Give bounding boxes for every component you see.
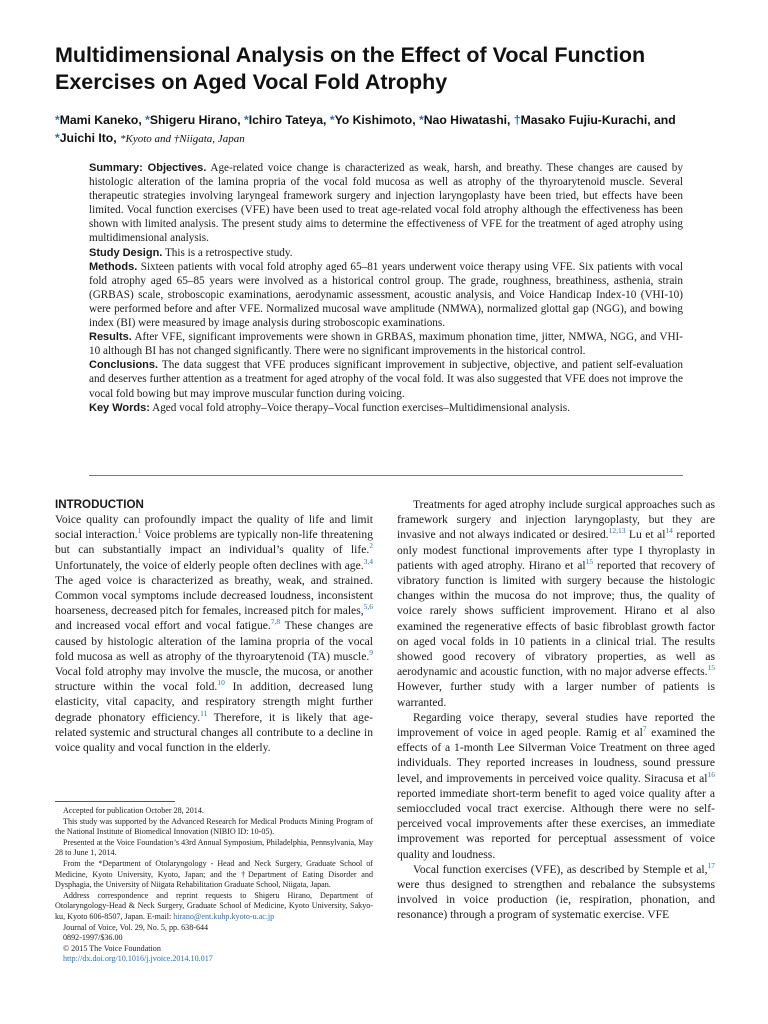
introduction-heading: INTRODUCTION [55,498,144,511]
reference-link[interactable]: 5,6 [363,602,373,612]
abstract-methods [89,260,683,330]
footnote-affiliations: From the *Department of Otolaryngology - Head and Neck Surgery, Graduate School of Medicine, Kyoto University, Kyoto, Japan; and the †Department of Eating Disorder and Dysphagia, the University of Niigata Rehabilitation Graduate School, Niigata, Japan. [55,858,373,890]
reference-link[interactable]: 2 [369,541,373,551]
reference-link[interactable]: 17 [707,861,715,871]
body-text: Voice quality can profoundly impact the quality of life and limit social interaction. [55,513,373,542]
author-name: Shigeru Hirano [149,113,238,127]
body-text: Unfortunately, the voice of elderly people often declines with age. [55,558,364,572]
reference-link[interactable]: 3,4 [363,556,373,566]
body-paragraph [397,710,715,862]
body-text: reported immediate short-term benefit to aged voice quality after a semioccluded vocal tract exercise. Although there were no self-perceived vocal improvements after these exercises, an immediate improvement was reported for perceptual assessment of voice quality and loudness. [397,786,715,861]
abstract-conclusions [89,358,683,400]
body-text: Regarding voice therapy, several studies have reported the improvement of voice in aged people. Ramig et al [397,710,715,740]
body-text: Vocal fold atrophy may involve the muscle, the mucosa, or another structure within the vocal fold. [55,665,373,694]
abstract-study-design [89,246,683,260]
body-paragraph [397,497,715,710]
methods-label: Methods. [89,260,138,273]
left-column [55,497,373,755]
body-text: In addition, decreased lung elasticity, vital capacity, and respiratory strength might further degrade phonatory efficiency. [55,680,373,724]
body-text: Therefore, it is likely that age-related systemic and structural changes all contribute to a decline in voice quality and vocal function in the elderly. [55,710,373,755]
footnotes [55,806,373,965]
footnote-copyright: © 2015 The Voice Foundation [63,943,161,953]
correspondence-email-link[interactable]: hirano@ent.kuhp.kyoto-u.ac.jp [173,911,275,921]
reference-link[interactable]: 11 [200,708,208,718]
correspondence-text: Address correspondence and reprint requests to Shigeru Hirano, Department of Otolaryngology-Head & Neck Surgery, Graduate School of Medicine, Kyoto University, Sakyo-ku, Kyoto 606-8507, Japan. E-mail: [55,890,373,921]
reference-link[interactable]: 10 [217,678,225,688]
objectives-text: Age-related voice change is characterized as weak, harsh, and breathy. These changes are caused by histologic alteration of the lamina propria of the vocal fold mucosa as well as atrophy of the thyroarytenoid muscle. Several therapeutic strategies involving laryngeal framework surgery and injection laryngoplasty have been tried, but effects have been limited. Vocal function exercises (VFE) have been used to treat age-related vocal fold atrophy although the effectiveness has been shown with limited analysis. The present study aims to determine the effectiveness of VFE for the treatment of aged atrophy using multidimensional analysis. [89,162,683,245]
footnote-journal: Journal of Voice, Vol. 29, No. 5, pp. 638-644 [63,922,209,932]
study-design-text: This is a retrospective study. [164,246,293,259]
doi-link[interactable]: http://dx.doi.org/10.1016/j.jvoice.2014.10.017 [63,954,213,964]
abstract-keywords [89,401,683,415]
methods-text: Sixteen patients with vocal fold atrophy aged 65–81 years underwent voice therapy using VFE. Six patients with vocal fold atrophy aged 65–85 years were involved as a historical control group. The grade, roughness, breathiness, asthenia, strain (GRBAS) scale, stroboscopic examinations, aerodynamic assessment, acoustic analysis, and Voice Handicap Index-10 (VHI-10) were performed before and after VFE. Normalized mucosal wave amplitude (NMWA), normalized glottal gap (NGG), and bowing index (BI) were measured by image analysis during stroboscopic examinations. [89,260,683,330]
body-text: reported only modest functional improvements after type I thyroplasty in patients with aged atrophy. Hirano et al [397,528,715,572]
abstract-divider [89,475,683,476]
author-marker: * [145,113,150,127]
author-name: Masako Fujiu-Kurachi [520,113,648,127]
study-design-label: Study Design. [89,246,163,259]
author-name: Ichiro Tateya [248,113,324,127]
abstract-results [89,330,683,358]
body-text: Lu et al [625,528,666,542]
body-paragraph [397,862,715,923]
footnote-correspondence [55,891,373,923]
body-text: Vocal function exercises (VFE), as described by Stemple et al, [413,862,708,876]
author-marker: * [418,113,424,127]
footnote-presented: Presented at the Voice Foundation’s 43rd Annual Symposium, Philadelphia, Pennsylvania, May 28 to June 1, 2014. [55,837,373,858]
footnote-divider [55,801,175,802]
abstract [89,161,683,415]
article-title: Multidimensional Analysis on the Effect of Vocal Function Exercises on Aged Vocal Fold Atrophy [55,43,646,94]
body-text: These changes are caused by histologic alteration of the lamina propria of the vocal fold mucosa as well as atrophy of the thyroarytenoid (TA) muscle. [55,619,373,663]
body-text: were thus designed to strengthen and rebalance the subsystems involved in voice production (ie, respiration, phonation, and resonance) through a program of systematic exercise. VFE [397,878,715,922]
body-text: examined the effects of a 1-month Lee Silverman Voice Treatment on three aged individuals. They reported increases in loudness, sound pressure level, and improvements in perceived voice quality. Siracusa et al [397,726,716,785]
reference-link[interactable]: 16 [707,769,715,779]
reference-link[interactable]: 15 [707,663,715,673]
body-text: reported that recovery of vibratory function is limited with surgery because the histologic changes within the mucosa do not improve; thus, the quality of voice rarely shows sufficient improvement. Hirano et al also examined the regenerative effects of basic fibroblast growth factor on aged vocal folds in 10 patients in a clinical trial. The results showed good recovery of vibratory properties, as well as aerodynamic and acoustic function, with no major adverse effects. [397,558,716,679]
footnote-support: This study was supported by the Advanced Research for Medical Products Mining Program of the National Institute of Biomedical Innovation (NIBIO ID: 10-05). [55,816,373,837]
reference-link[interactable]: 9 [369,647,373,657]
reference-link[interactable]: 1 [137,526,142,536]
footnote-issn: 0892-1997/$36.00 [63,933,123,943]
author-marker: * [244,113,249,127]
author-name: Juichi Ito [59,131,114,145]
right-column [397,497,715,923]
author-marker: † [513,113,521,127]
conclusions-text: The data suggest that VFE produces significant improvement in subjective, objective, and patient self-evaluation and deserves further attention as a treatment for aged atrophy of the vocal fold. It was also suggested that VFE does not improve the vocal fold bowing but may improve muscular function during voicing. [89,359,683,400]
objectives-label: Summary: Objectives. [89,162,207,174]
reference-link[interactable]: 14 [665,526,673,536]
author-marker: * [329,113,335,127]
results-text: After VFE, significant improvements were shown in GRBAS, maximum phonation time, jitter, NMWA, NGG, and VHI-10 although BI has not changed significantly. There were no significant improvements in the historical control. [89,331,683,358]
abstract-objectives [89,161,683,246]
body-text: Treatments for aged atrophy include surgical approaches such as framework surgery and injection laryngoplasty, but they are invasive and not always indicated or desired. [397,498,715,542]
author-name: Mami Kaneko [59,113,139,127]
author-marker: * [55,131,60,145]
author-affiliation: *Kyoto and †Niigata, Japan [120,133,245,145]
footnote-accepted: Accepted for publication October 28, 2014. [63,806,204,815]
reference-link[interactable]: 7,8 [270,617,281,627]
body-text: However, further study with a larger number of patients is warranted. [397,680,715,709]
keywords-label: Key Words: [89,401,150,414]
results-label: Results. [89,331,132,344]
reference-link[interactable]: 7 [642,724,647,734]
introduction-paragraph [55,512,373,755]
author-name: Nao Hiwatashi [423,113,508,127]
body-text: and increased vocal effort and vocal fatigue. [55,619,271,633]
conclusions-label: Conclusions. [89,359,159,372]
body-text: Voice problems are typically non-life threatening but can substantially impact an individual’s quality of life. [55,528,373,557]
reference-link[interactable]: 12,13 [608,526,626,536]
reference-link[interactable]: 15 [585,556,594,566]
keywords-text: Aged vocal fold atrophy–Voice therapy–Vocal function exercises–Multidimensional analysis. [152,401,570,414]
author-name: Yo Kishimoto [334,113,413,127]
body-text: The aged voice is characterized as breathy, weak, and strained. Common vocal symptoms include decreased loudness, inconsistent hoarseness, decreased pitch for females, increased pitch for males, [55,573,373,618]
author-list: *Mami Kaneko, *Shigeru Hirano, *Ichiro Tateya, *Yo Kishimoto, *Nao Hiwatashi, †Masako Fujiu-Kurachi, and *Juichi Ito, *Kyoto and †Niigata, Japan [55,113,676,145]
author-marker: * [55,113,60,127]
